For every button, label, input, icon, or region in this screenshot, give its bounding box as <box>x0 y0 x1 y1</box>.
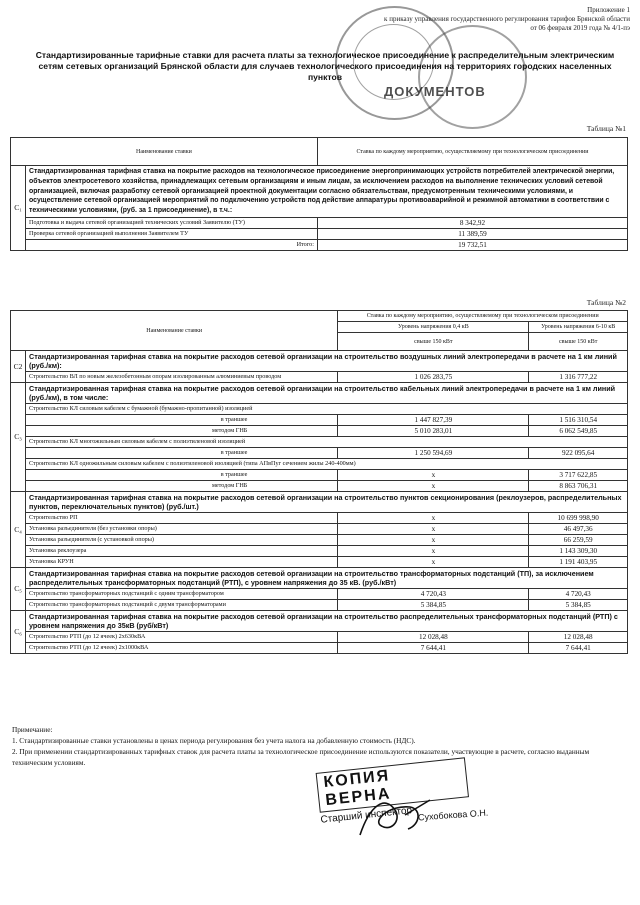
table-row <box>11 470 628 481</box>
c4-section-text: Стандартизированная тарифная ставка на покрытие расходов сетевой организации на строительство пунктов секционирования (реклоузеров, распределительных пунктов, переключательных пунктов) (руб./шт.) <box>26 492 628 513</box>
row-name: Проверка сетевой организацией выполнения Заявителем ТУ <box>26 228 318 239</box>
row-value-610: 46 497,36 <box>529 524 628 535</box>
row-name: Строительство РТП (до 12 ячеек) 2х1000кВА <box>26 643 338 654</box>
table1-label: Таблица №1 <box>586 124 626 133</box>
appendix-line: Приложение 1 <box>587 6 630 14</box>
row-value-610: 10 699 998,90 <box>529 513 628 524</box>
table-row <box>11 643 628 654</box>
row-name: Строительство РТП (до 12 ячеек) 2х630кВА <box>26 632 338 643</box>
row-value-610: 1 191 403,95 <box>529 557 628 568</box>
table1-code: C₁ <box>11 166 26 251</box>
table2-sub-04: свыше 150 кВт <box>338 333 529 351</box>
table-row <box>11 535 628 546</box>
row-value-04: 1 026 283,75 <box>338 372 529 383</box>
row-value-610: 12 028,48 <box>529 632 628 643</box>
table-row <box>11 228 628 239</box>
row-value-610: 3 717 622,85 <box>529 470 628 481</box>
row-value-04: x <box>338 557 529 568</box>
row-value-610: 6 062 549,85 <box>529 426 628 437</box>
table-row <box>11 372 628 383</box>
table2-label: Таблица №2 <box>586 298 626 307</box>
row-value-610: 4 720,43 <box>529 589 628 600</box>
row-value: 8 342,92 <box>317 217 627 228</box>
c3-subheading: Строительство КЛ многожильным силовым кабелем с полиэтиленовой изоляцией <box>26 437 628 448</box>
row-value-04: 1 250 594,69 <box>338 448 529 459</box>
row-value-610: 922 095,64 <box>529 448 628 459</box>
table1-section-text: Стандартизированная тарифная ставка на покрытие расходов на технологическое присоединение энергопринимающих устройств потребителей электрической энергии, объектов электросетевого хозяйства, принадлежащих сетевым организациям и иным лицам, за исключением расходов на выполнение технических условий сетевой организацией, включая разработку сетевой организацией проектной документации согласно обязательствам, предусмотренным техническими условиями, и осуществление сетевой организацией мероприятий по подключению устройств под действие аппаратуры противоаварийной и режимной автоматики в соответствии с техническими условиями, (руб. за 1 присоединение), в т.ч.: <box>26 166 628 218</box>
row-value-04: 4 720,43 <box>338 589 529 600</box>
table-row <box>11 557 628 568</box>
table-row <box>11 589 628 600</box>
table-row <box>11 524 628 535</box>
table2-col-610: Уровень напряжения 6-10 кВ <box>529 322 628 333</box>
table-row <box>11 217 628 228</box>
table-row <box>11 546 628 557</box>
row-name: методом ГНБ <box>26 481 338 492</box>
table-row <box>11 600 628 611</box>
row-value-610: 8 863 706,31 <box>529 481 628 492</box>
table-row <box>11 632 628 643</box>
row-name: в траншее <box>26 415 338 426</box>
row-name: в траншее <box>26 448 338 459</box>
row-value-04: 1 447 827,39 <box>338 415 529 426</box>
table2-col-rate: Ставка по каждому мероприятию, осуществляемому при технологическом присоединении <box>338 311 628 322</box>
notes-block <box>12 724 622 768</box>
appendix-line: от 06 февраля 2019 года № 4/1-пэ <box>530 24 630 32</box>
c3-subheading: Строительство КЛ одножильным силовым кабелем с полиэтиленовой изоляцией (типа АПвПуг сечением жилы 240-400мм) <box>26 459 628 470</box>
row-name: методом ГНБ <box>26 426 338 437</box>
c3-section-text: Стандартизированная тарифная ставка на покрытие расходов сетевой организации на строительство кабельных линий электропередачи в расчете на 1 км линий (руб./км), в том числе: <box>26 383 628 404</box>
row-value-04: x <box>338 513 529 524</box>
table-row <box>11 426 628 437</box>
table-row <box>11 448 628 459</box>
table2 <box>10 310 628 654</box>
appendix-line: к приказу управления государственного регулирования тарифов Брянской области <box>384 15 630 23</box>
c2-section-text: Стандартизированная тарифная ставка на покрытие расходов сетевой организации на строительство воздушных линий электропередачи в расчете на 1 км линий (руб./км): <box>26 351 628 372</box>
note-item: 1. Стандартизированные ставки установлены в ценах периода регулирования без учета налога на добавленную стоимость (НДС). <box>12 736 416 745</box>
c2-code: C2 <box>11 351 26 383</box>
row-name: Итого: <box>26 239 318 250</box>
row-value-04: x <box>338 481 529 492</box>
c3-code: C₃ <box>11 383 26 492</box>
row-value-04: 5 010 283,01 <box>338 426 529 437</box>
note-item: 2. При применении стандартизированных тарифных ставок для расчета платы за технологическое присоединение используются показатели, участвующие в расчете, согласно выданным техническим условиям. <box>12 747 590 767</box>
row-value-04: 5 384,85 <box>338 600 529 611</box>
notes-title: Примечание: <box>12 725 53 734</box>
row-name: Строительство трансформаторных подстанций с двумя трансформаторами <box>26 600 338 611</box>
row-name: Установка КРУН <box>26 557 338 568</box>
row-name: Строительство ВЛ по новым железобетонным опорам изолированным алюминиевым проводом <box>26 372 338 383</box>
row-value-610: 66 259,59 <box>529 535 628 546</box>
table2-col-name: Наименование ставки <box>11 311 338 351</box>
table-row <box>11 415 628 426</box>
appendix-reference <box>300 6 630 33</box>
copy-stamp-position: Старший инспектор <box>320 805 413 826</box>
table1-col-rate: Ставка по каждому мероприятию, осуществляемому при технологическом присоединении <box>317 138 627 166</box>
c4-code: C₄ <box>11 492 26 568</box>
row-value-04: x <box>338 524 529 535</box>
row-name: Установка разъединителя (без установки опоры) <box>26 524 338 535</box>
row-value-610: 1 516 310,54 <box>529 415 628 426</box>
row-value-04: 12 028,48 <box>338 632 529 643</box>
document-title: Стандартизированные тарифные ставки для расчета платы за технологическое присоединение к распределительным электрическим сетям сетевых организаций Брянской области для случаев технологического присоединения на территориях городских населенных пунктов <box>35 50 615 82</box>
row-value-610: 1 143 309,30 <box>529 546 628 557</box>
row-value-610: 7 644,41 <box>529 643 628 654</box>
documents-stamp: ДОКУМЕНТОВ <box>384 84 486 99</box>
row-value-04: x <box>338 470 529 481</box>
table-row <box>11 239 628 250</box>
table2-sub-610: свыше 150 кВт <box>529 333 628 351</box>
c5-section-text: Стандартизированная тарифная ставка на покрытие расходов сетевой организации на строительство трансформаторных подстанций (ТП), за исключением распределительных трансформаторных подстанций (РТП), с уровнем напряжения до 35 кВ. (руб./кВт) <box>26 568 628 589</box>
c3-subheading: Строительство КЛ силовым кабелем с бумажной (бумажно-пропитанной) изоляцией <box>26 404 628 415</box>
table2-col-04: Уровень напряжения 0,4 кВ <box>338 322 529 333</box>
c5-code: C₅ <box>11 568 26 611</box>
row-name: Строительство РП <box>26 513 338 524</box>
c6-code: C₆ <box>11 611 26 654</box>
row-value: 11 389,59 <box>317 228 627 239</box>
signer-name: Сухобокова О.Н. <box>417 807 489 823</box>
copy-stamp-title: КОПИЯ ВЕРНА <box>316 757 469 812</box>
row-name: в траншее <box>26 470 338 481</box>
table1-col-name: Наименование ставки <box>11 138 318 166</box>
row-value-04: x <box>338 535 529 546</box>
row-name: Установка реклоузера <box>26 546 338 557</box>
row-value-610: 1 316 777,22 <box>529 372 628 383</box>
c6-section-text: Стандартизированная тарифная ставка на покрытие расходов сетевой организации на строительство распределительных трансформаторных подстанций (РТП) с уровнем напряжения до 35кВ (руб/кВт) <box>26 611 628 632</box>
row-name: Подготовка и выдача сетевой организацией технических условий Заявителю (ТУ) <box>26 217 318 228</box>
row-value-610: 5 384,85 <box>529 600 628 611</box>
row-value-04: x <box>338 546 529 557</box>
row-value: 19 732,51 <box>317 239 627 250</box>
table-row <box>11 481 628 492</box>
row-value-04: 7 644,41 <box>338 643 529 654</box>
row-name: Установка разъединителя (с установкой опоры) <box>26 535 338 546</box>
row-name: Строительство трансформаторных подстанций с одним трансформатором <box>26 589 338 600</box>
table1 <box>10 137 628 251</box>
table-row <box>11 513 628 524</box>
